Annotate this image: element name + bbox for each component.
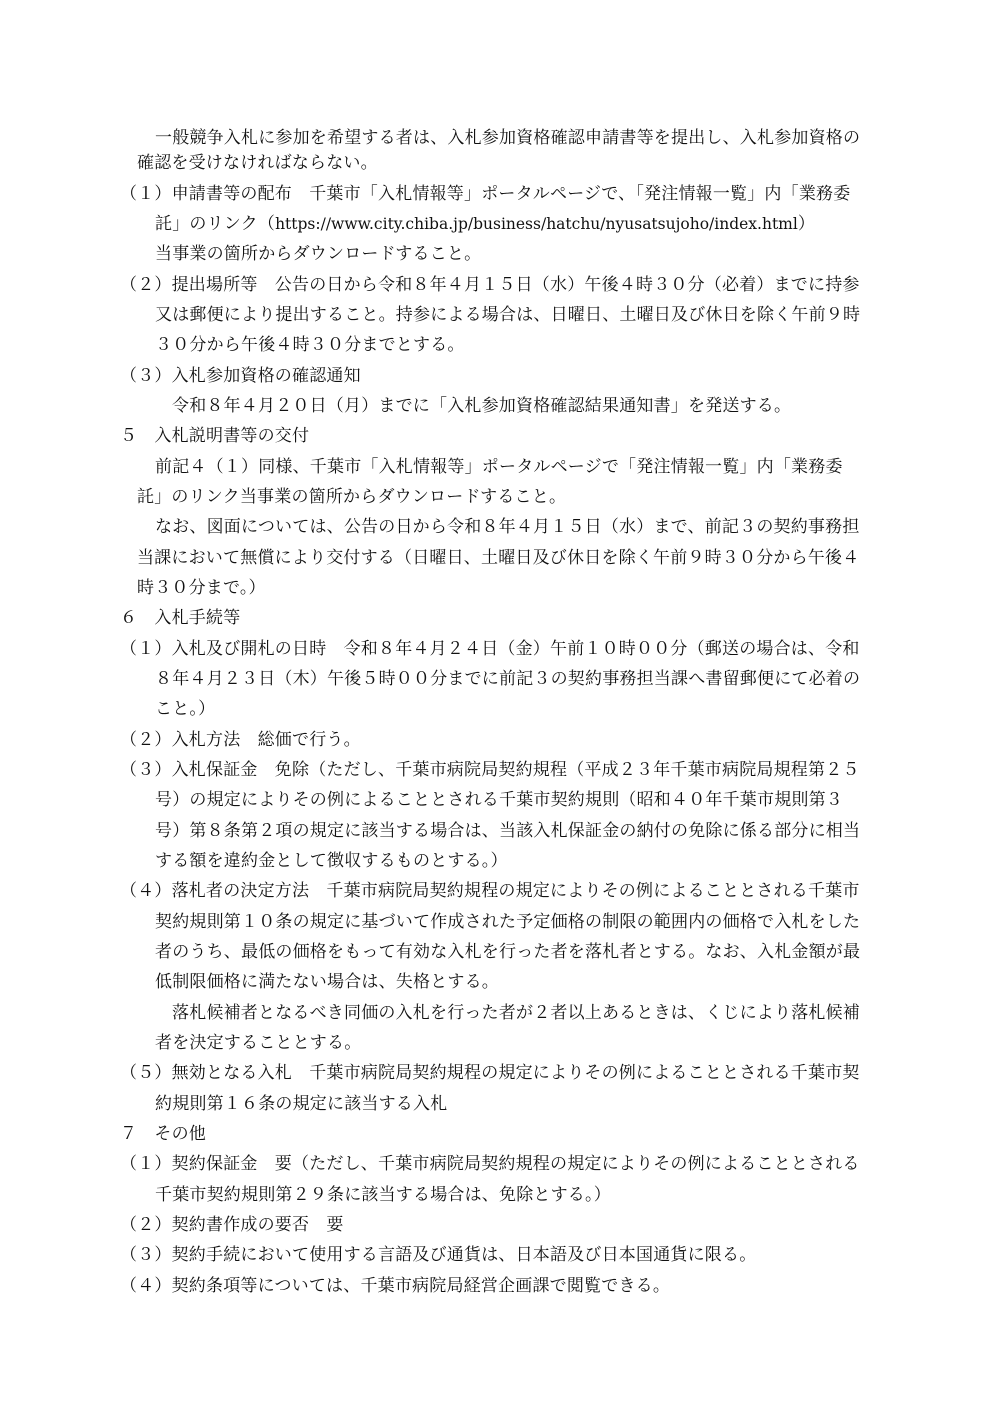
text-line: （３）入札保証金 免除（ただし、千葉市病院局契約規程（平成２３年千葉市病院局規程第２５ [120, 760, 860, 780]
text-line: （１）契約保証金 要（ただし、千葉市病院局契約規程の規定によりその例によることとされる [120, 1154, 860, 1174]
portal-url: https://www.city.chiba.jp/business/hatchu/nyusatsujoho/index.html [275, 215, 798, 233]
text-span: ） [797, 214, 816, 234]
text-line: 託」のリンク当事業の箇所からダウンロードすること。 [137, 487, 567, 507]
text-line: （４）契約条項等については、千葉市病院局経営企画課で閲覧できる。 [120, 1276, 671, 1296]
text-line: 前記４（１）同様、千葉市「入札情報等」ポータルページで「発注情報一覧」内「業務委 [155, 457, 843, 477]
text-line: 契約規則第１０条の規定に基づいて作成された予定価格の制限の範囲内の価格で入札をした [155, 912, 861, 932]
text-line: 一般競争入札に参加を希望する者は、入札参加資格確認申請書等を提出し、入札参加資格の [155, 128, 861, 148]
text-line: （１）申請書等の配布 千葉市「入札情報等」ポータルページで、「発注情報一覧」内「業務委 [120, 184, 851, 204]
text-line: 号）第８条第２項の規定に該当する場合は、当該入札保証金の納付の免除に係る部分に相当 [155, 821, 861, 841]
text-line: 当事業の箇所からダウンロードすること。 [155, 244, 482, 264]
text-line: 確認を受けなければならない。 [137, 153, 378, 173]
text-line: （４）落札者の決定方法 千葉市病院局契約規程の規定によりその例によることとされる千葉市 [120, 881, 860, 901]
text-line: 時３０分まで。） [137, 578, 266, 598]
text-line: （２）入札方法 総価で行う。 [120, 730, 361, 750]
text-line [155, 212, 815, 236]
text-line: 又は郵便により提出すること。持参による場合は、日曜日、土曜日及び休日を除く午前９時 [155, 305, 861, 325]
section-heading: ６ 入札手続等 [120, 608, 241, 628]
text-span: 託」のリンク（ [155, 214, 276, 234]
text-line: 者を決定することとする。 [155, 1033, 362, 1053]
text-line: こと。） [155, 699, 216, 719]
text-line: （５）無効となる入札 千葉市病院局契約規程の規定によりその例によることとされる千葉市契 [120, 1063, 860, 1083]
text-line: ３０分から午後４時３０分までとする。 [155, 335, 465, 355]
section-heading: ５ 入札説明書等の交付 [120, 426, 310, 446]
section-heading: ７ その他 [120, 1124, 206, 1144]
text-line: （３）入札参加資格の確認通知 [120, 366, 361, 386]
text-line: （３）契約手続において使用する言語及び通貨は、日本語及び日本国通貨に限る。 [120, 1245, 757, 1265]
text-line: 者のうち、最低の価格をもって有効な入札を行った者を落札者とする。なお、入札金額が最 [155, 942, 861, 962]
text-line: 当課において無償により交付する（日曜日、土曜日及び休日を除く午前９時３０分から午後４ [137, 548, 860, 568]
text-line: なお、図面については、公告の日から令和８年４月１５日（水）まで、前記３の契約事務担 [155, 517, 860, 537]
text-line: 号）の規定によりその例によることとされる千葉市契約規則（昭和４０年千葉市規則第３ [155, 790, 843, 810]
text-line: （１）入札及び開札の日時 令和８年４月２４日（金）午前１０時００分（郵送の場合は、令和 [120, 639, 860, 659]
text-line: ８年４月２３日（木）午後５時００分までに前記３の契約事務担当課へ書留郵便にて必着の [155, 669, 861, 689]
text-line: する額を違約金として徴収するものとする。） [155, 851, 508, 871]
text-line: 令和８年４月２０日（月）までに「入札参加資格確認結果通知書」を発送する。 [172, 396, 792, 416]
text-line: 千葉市契約規則第２９条に該当する場合は、免除とする。） [155, 1185, 611, 1205]
text-line: （２）契約書作成の要否 要 [120, 1215, 344, 1235]
text-line: 落札候補者となるべき同価の入札を行った者が２者以上あるときは、くじにより落札候補 [172, 1003, 860, 1023]
text-line: 低制限価格に満たない場合は、失格とする。 [155, 972, 499, 992]
text-line: （２）提出場所等 公告の日から令和８年４月１５日（水）午後４時３０分（必着）までに持参 [120, 275, 860, 295]
text-line: 約規則第１６条の規定に該当する入札 [155, 1094, 448, 1114]
